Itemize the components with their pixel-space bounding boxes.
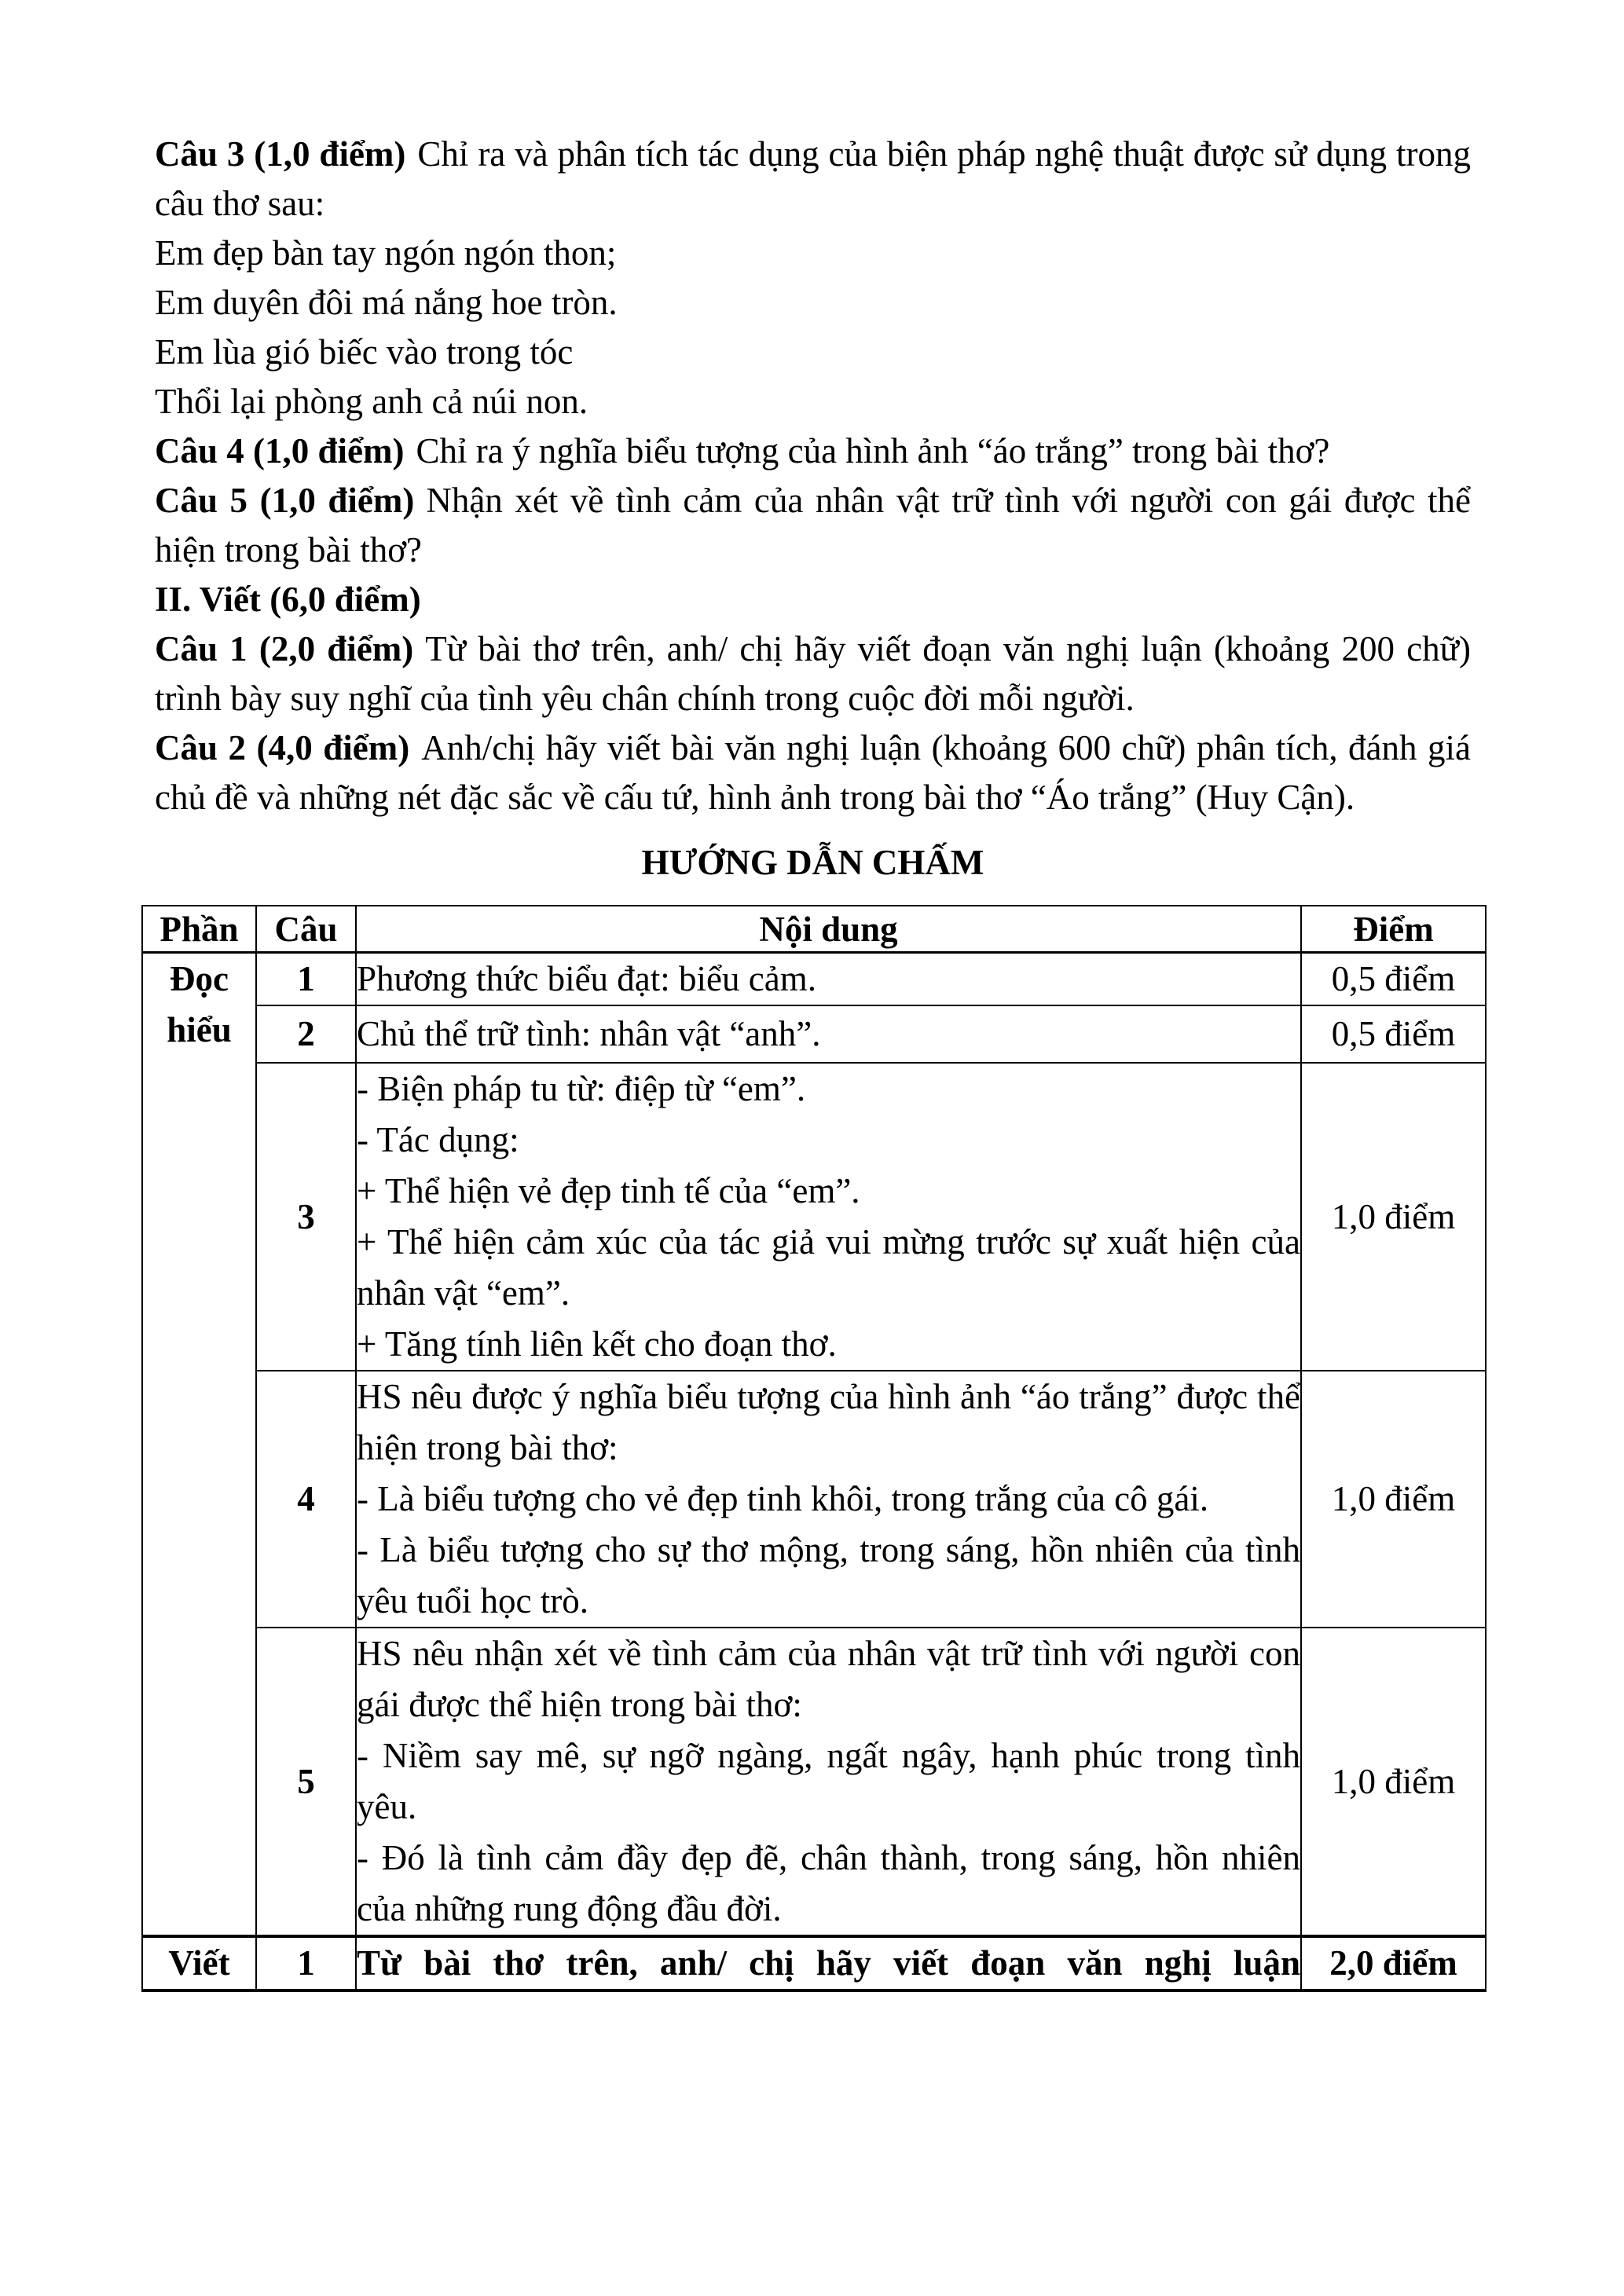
content-line: + Thể hiện cảm xúc của tác giả vui mừng trước sự xuất hiện của nhân vật “em”.	[357, 1222, 1300, 1313]
content-line: - Tác dụng:	[357, 1120, 519, 1159]
writing-question-2-text: Anh/chị hãy viết bài văn nghị luận (khoảng 600 chữ) phân tích, đánh giá chủ đề và những nét đặc sắc về cấu tứ, hình ảnh trong bài thơ “Áo trắng” (Huy Cận).	[155, 728, 1472, 817]
question-5-label: Câu 5 (1,0 điểm)	[155, 481, 415, 520]
content-line: + Thể hiện vẻ đẹp tinh tế của “em”.	[357, 1171, 860, 1210]
content-line: HS nêu được ý nghĩa biểu tượng của hình ảnh “áo trắng” được thể hiện trong bài thơ:	[357, 1377, 1300, 1467]
question-number-cell: 2	[256, 1005, 356, 1063]
score-cell: 1,0 điểm	[1301, 1371, 1486, 1628]
score-cell: 0,5 điểm	[1301, 1005, 1486, 1063]
question-number-cell: 1	[256, 1936, 356, 1990]
question-3	[155, 130, 1471, 229]
content-cell	[356, 1063, 1301, 1371]
poem-quote	[155, 229, 1471, 427]
writing-question-2	[155, 723, 1471, 822]
column-header-diem: Điểm	[1301, 906, 1486, 953]
writing-question-2-label: Câu 2 (4,0 điểm)	[155, 728, 410, 767]
content-line: - Là biểu tượng cho sự thơ mộng, trong sáng, hồn nhiên của tình yêu tuổi học trò.	[357, 1530, 1300, 1620]
poem-line-4: Thổi lại phòng anh cả núi non.	[155, 382, 588, 421]
score-cell: 0,5 điểm	[1301, 953, 1486, 1006]
content-cell	[356, 1005, 1301, 1063]
question-4-label: Câu 4 (1,0 điểm)	[155, 431, 405, 471]
section-heading-writing: II. Viết (6,0 điểm)	[155, 580, 421, 619]
score-cell: 1,0 điểm	[1301, 1063, 1486, 1371]
question-3-label: Câu 3 (1,0 điểm)	[155, 134, 406, 174]
question-5	[155, 476, 1471, 575]
section-cell-writing: Viết	[142, 1936, 256, 1990]
question-number-cell: 4	[256, 1371, 356, 1628]
question-3-text: Chỉ ra và phân tích tác dụng của biện pháp nghệ thuật được sử dụng trong câu thơ sau:	[155, 134, 1471, 223]
grading-row-4	[142, 1371, 1486, 1628]
question-5-text: Nhận xét về tình cảm của nhân vật trữ tình với người con gái được thể hiện trong bài thơ?	[155, 481, 1471, 569]
grading-table-header-row	[142, 906, 1486, 953]
grading-table	[141, 905, 1487, 1992]
section-cell-reading: Đọc hiểu	[142, 953, 256, 1937]
content-line: - Là biểu tượng cho vẻ đẹp tinh khôi, trong trắng của cô gái.	[357, 1479, 1209, 1518]
grading-row-writing-1	[142, 1936, 1486, 1990]
poem-line-1: Em đẹp bàn tay ngón ngón thon;	[155, 233, 617, 273]
score-cell: 2,0 điểm	[1301, 1936, 1486, 1990]
writing-question-1-label: Câu 1 (2,0 điểm)	[155, 629, 414, 668]
content-cell	[356, 1628, 1301, 1936]
content-cell	[356, 953, 1301, 1006]
column-header-phan: Phần	[142, 906, 256, 953]
poem-line-3: Em lùa gió biếc vào trong tóc	[155, 332, 574, 372]
question-number-cell: 3	[256, 1063, 356, 1371]
grading-row-5	[142, 1628, 1486, 1936]
content-line: - Biện pháp tu từ: điệp từ “em”.	[357, 1069, 806, 1108]
grading-guide-title: HƯỚNG DẪN CHẤM	[641, 843, 984, 882]
grading-row-3	[142, 1063, 1486, 1371]
writing-question-1	[155, 624, 1471, 723]
score-cell: 1,0 điểm	[1301, 1628, 1486, 1936]
question-number-cell: 5	[256, 1628, 356, 1936]
content-line: - Đó là tình cảm đầy đẹp đẽ, chân thành, trong sáng, hồn nhiên của những rung động đầu đời.	[357, 1838, 1300, 1928]
content-line: - Niềm say mê, sự ngỡ ngàng, ngất ngây, hạnh phúc trong tình yêu.	[357, 1736, 1300, 1826]
question-4-text: Chỉ ra ý nghĩa biểu tượng của hình ảnh “áo trắng” trong bài thơ?	[416, 431, 1330, 471]
content-line: Phương thức biểu đạt: biểu cảm.	[357, 959, 816, 998]
grading-row-1	[142, 953, 1486, 1006]
question-4	[155, 427, 1471, 476]
column-header-cau: Câu	[256, 906, 356, 953]
poem-line-2: Em duyên đôi má nắng hoe tròn.	[155, 283, 618, 322]
question-number-cell: 1	[256, 953, 356, 1006]
column-header-noidung: Nội dung	[356, 906, 1301, 953]
content-cell	[356, 1371, 1301, 1628]
content-line: + Tăng tính liên kết cho đoạn thơ.	[357, 1324, 837, 1364]
content-line: Từ bài thơ trên, anh/ chị hãy viết đoạn văn nghị luận	[357, 1943, 1300, 1983]
content-line: HS nêu nhận xét về tình cảm của nhân vật trữ tình với người con gái được thể hiện trong bài thơ:	[357, 1634, 1300, 1724]
content-line: Chủ thể trữ tình: nhân vật “anh”.	[357, 1014, 821, 1053]
writing-question-1-text: Từ bài thơ trên, anh/ chị hãy viết đoạn văn nghị luận (khoảng 200 chữ) trình bày suy nghĩ của tình yêu chân chính trong cuộc đời mỗi người.	[155, 629, 1472, 718]
content-cell	[356, 1936, 1301, 1990]
document-body	[0, 0, 1624, 888]
grading-row-2	[142, 1005, 1486, 1063]
